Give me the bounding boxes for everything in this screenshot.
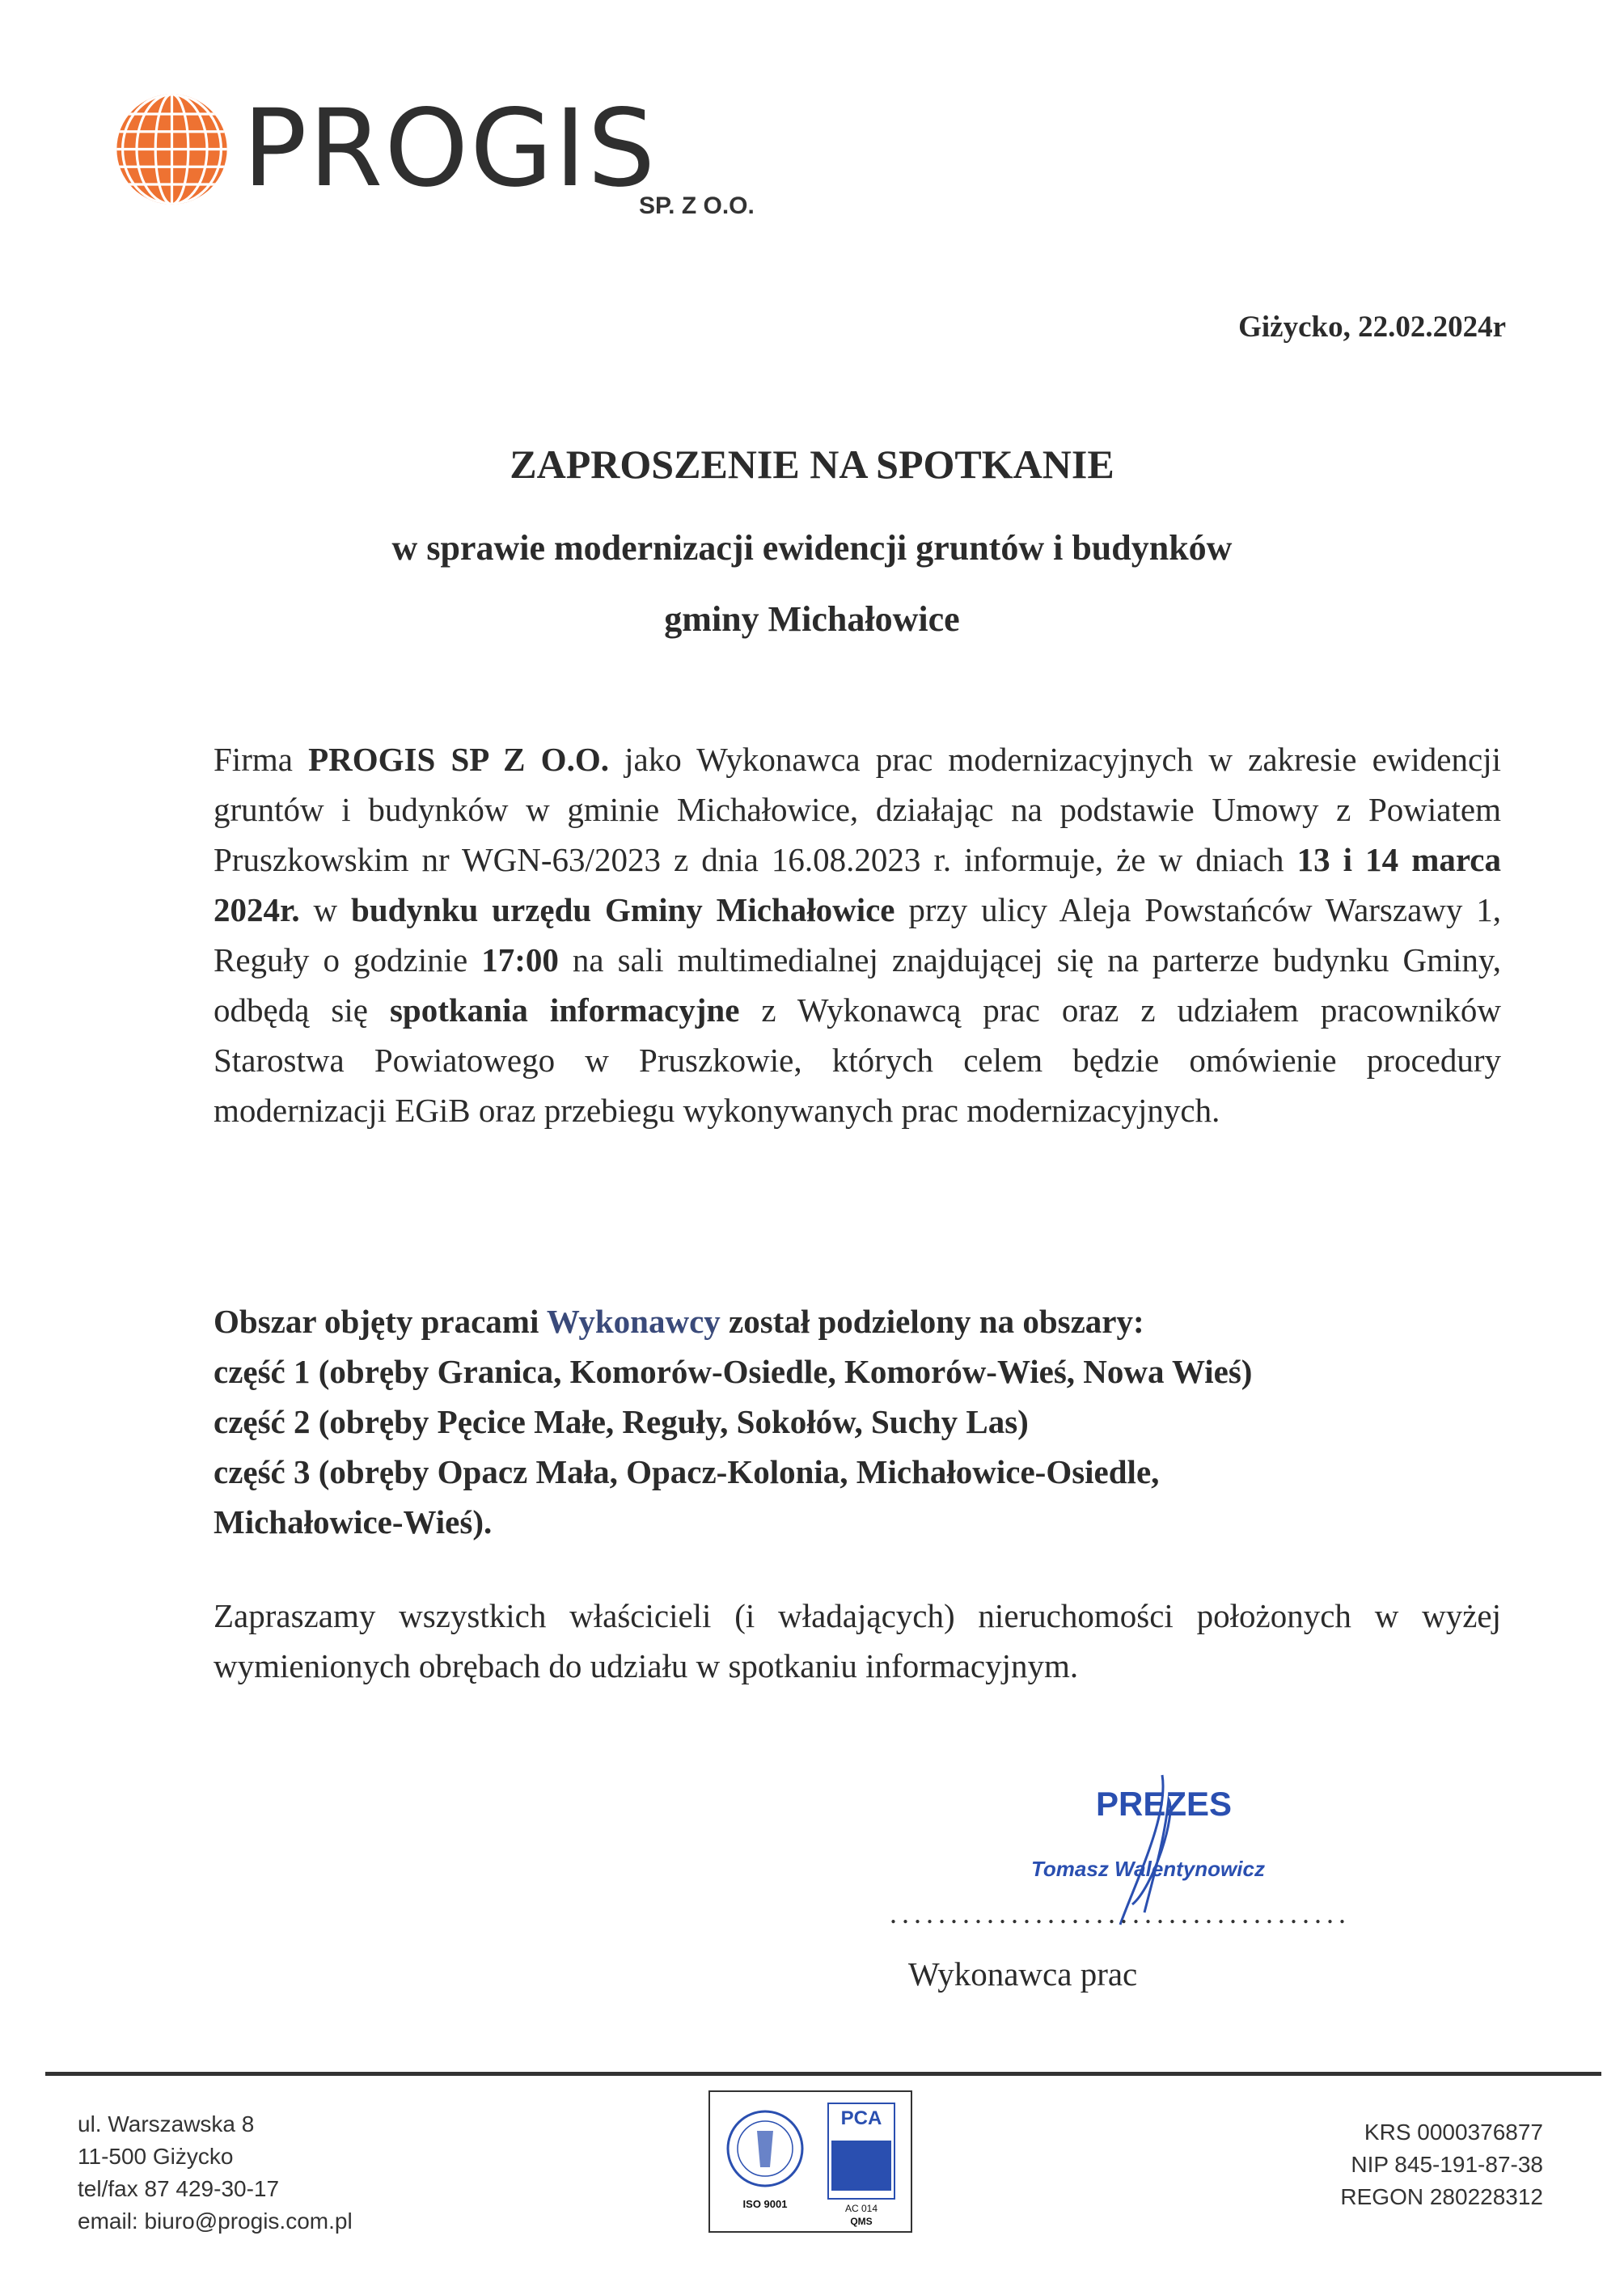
meeting-time: 17:00 <box>481 941 559 978</box>
text-run: Firma <box>214 741 309 778</box>
stamp-title: PREZES <box>1096 1785 1233 1823</box>
address-city: 11-500 Giżycko <box>78 2144 234 2169</box>
document-subtitle-line1: w sprawie modernizacji ewidencji gruntów i budynków <box>391 528 1233 568</box>
body-paragraph-invitation: Zapraszamy wszystkich właścicieli (i władających) nieruchomości położonych w wyżej wymienionych obrębach do udziału w spotkaniu informacyjnym. <box>214 1597 1501 1684</box>
text-run: na sali multimedialnej znajdującej się na parterze budynku Gminy, odbędą się <box>214 941 1501 1029</box>
address-email: email: biuro@progis.com.pl <box>78 2208 353 2234</box>
footer-address <box>78 2108 353 2238</box>
pca-badge-icon <box>831 2141 891 2191</box>
text-run: jako Wykonawca prac modernizacyjnych w zakresie ewidencji gruntów i budynków w gminie Michałowice, działając na podstawie Umowy z Powiatem Pruszkowskim nr WGN-63/2023 z dnia 16.08.2023 r. informuje, że w dniach <box>214 741 1501 878</box>
areas-lead: Obszar objęty pracami Wykonawcy został podzielony na obszary: <box>214 1303 1144 1340</box>
meeting-dates: 13 i 14 marca 2024r. <box>214 841 1501 928</box>
address-street: ul. Warszawska 8 <box>78 2111 255 2137</box>
body-paragraph-areas <box>214 1296 1501 1547</box>
area-part-3: część 3 (obręby Opacz Mała, Opacz-Kolonia, Michałowice-Osiedle, Michałowice-Wieś). <box>214 1453 1160 1541</box>
registry-nip: NIP 845-191-87-38 <box>1351 2152 1543 2177</box>
area-part-2: część 2 (obręby Pęcice Małe, Reguły, Sokołów, Suchy Las) <box>214 1403 1029 1440</box>
text-run: przy ulicy Aleja Powstańców Warszawy 1, Reguły o godzinie <box>214 891 1501 978</box>
iso-label: ISO 9001 <box>742 2198 788 2210</box>
document-subtitle-line2: gminy Michałowice <box>664 599 960 639</box>
text-run: w <box>299 891 352 928</box>
text-run: z Wykonawcą prac oraz z udziałem pracowników Starostwa Powiatowego w Pruszkowie, których celem będzie omówienie procedury modernizacji EGiB oraz przebiegu wykonywanych prac modernizacyjnych. <box>214 991 1501 1129</box>
area-part-1: część 1 (obręby Granica, Komorów-Osiedle, Komorów-Wieś, Nowa Wieś) <box>214 1353 1253 1390</box>
stamp-name: Tomasz Walentynowicz <box>1031 1857 1265 1881</box>
logo-wordmark: PROGIS <box>243 87 658 211</box>
registry-krs: KRS 0000376877 <box>1364 2120 1543 2145</box>
signature-label: Wykonawca prac <box>908 1955 1138 1993</box>
footer-divider <box>45 2072 1601 2076</box>
progis-globe-logo-icon <box>113 91 230 208</box>
document-title: ZAPROSZENIE NA SPOTKANIE <box>510 442 1114 487</box>
meeting-venue: budynku urzędu Gminy Michałowice <box>351 891 895 928</box>
company-name: PROGIS SP Z O.O. <box>308 741 609 778</box>
body-paragraph-intro <box>214 734 1501 1135</box>
certification-badges <box>708 2090 912 2233</box>
logo-subtext: SP. Z O.O. <box>639 192 755 219</box>
pca-code: AC 014 <box>844 2203 878 2214</box>
signature-line: ...................................... <box>890 1897 1351 1929</box>
meeting-type: spotkania informacyjne <box>389 991 740 1029</box>
address-phone: tel/fax 87 429-30-17 <box>78 2176 280 2201</box>
place-date: Giżycko, 22.02.2024r <box>1238 311 1506 344</box>
footer-registry <box>1340 2116 1543 2213</box>
registry-regon: REGON 280228312 <box>1340 2184 1543 2209</box>
qms-label: QMS <box>850 2216 873 2227</box>
pca-label: PCA <box>840 2107 882 2129</box>
